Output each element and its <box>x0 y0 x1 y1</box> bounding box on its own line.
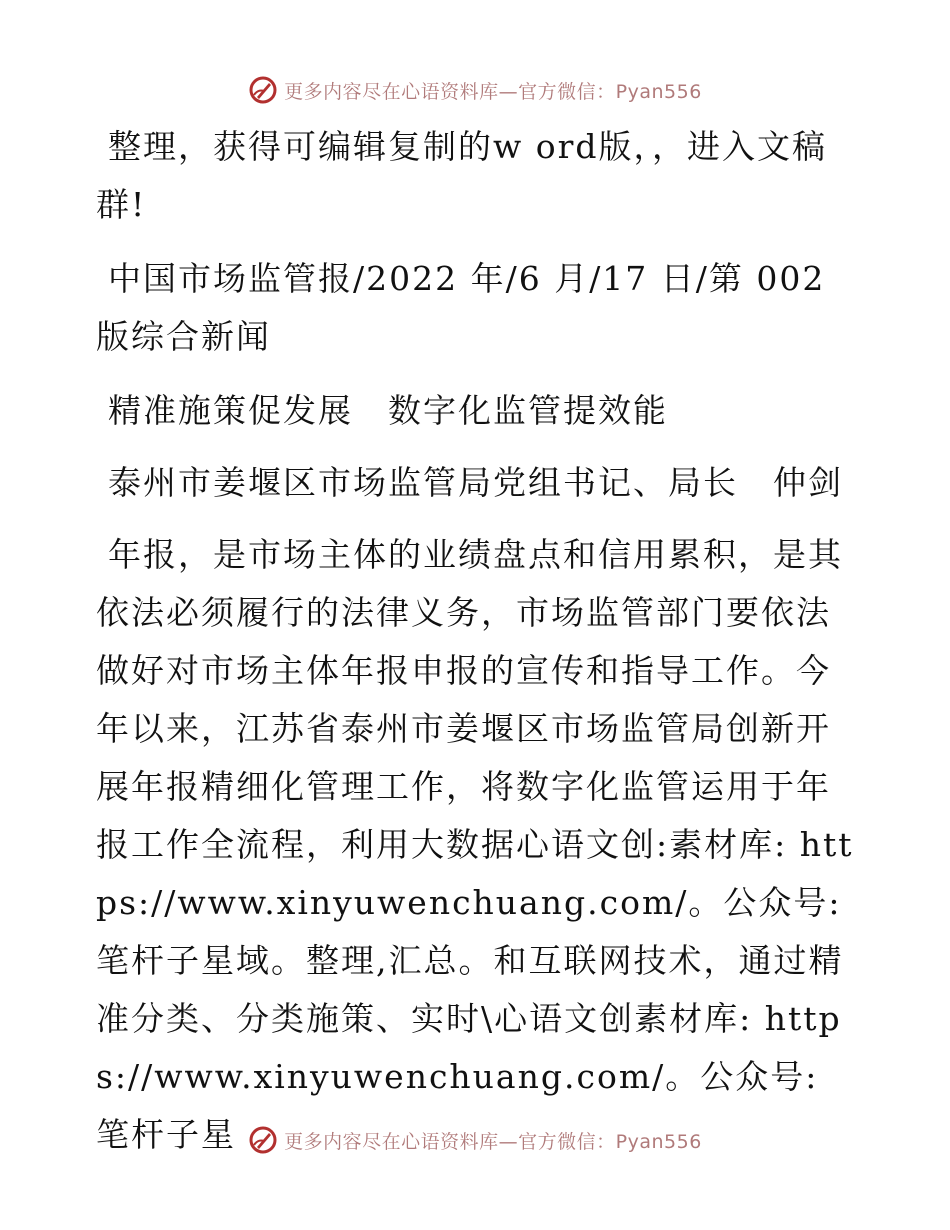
header-banner-text: 更多内容尽在心语资料库—官方微信：Pyan556 <box>284 80 702 103</box>
paragraph-source-text: 中国市场监管报/2022 年/6 月/17 日/第 002 版综合新闻 <box>96 259 826 356</box>
footer-banner-inner <box>248 1125 702 1155</box>
document-body <box>96 118 856 1180</box>
article-author <box>96 454 856 512</box>
quill-circle-icon <box>248 1125 278 1155</box>
footer-banner <box>0 1120 950 1160</box>
paragraph-body-text: 年报，是市场主体的业绩盘点和信用累积，是其依法必须履行的法律义务，市场监管部门要依法做好对市场主体年报申报的宣传和指导工作。今年以来，江苏省泰州市姜堰区市场监管局创新开展年报精细化管理工作，将数字化监管运用于年报工作全流程，利用大数据心语文创:素材库: https://www.xinyuwenchuang.com/。公众号: 笔杆子星域。整理,汇总。和互联网技术，通过精准分类、分类施策、实时\心语文创素材库: https://www.xinyuwenchuang.com/。公众号: 笔杆子星 <box>96 535 854 1154</box>
header-banner-inner <box>248 75 702 105</box>
paragraph-intro-text: 整理，获得可编辑复制的w ord版，，进入文稿群! <box>96 127 828 224</box>
paragraph-body <box>96 526 856 1164</box>
header-banner <box>0 70 950 110</box>
paragraph-intro <box>96 118 856 234</box>
article-author-text: 泰州市姜堰区市场监管局党组书记、局长 仲剑 <box>108 463 843 502</box>
quill-circle-icon <box>248 75 278 105</box>
article-title <box>96 382 856 440</box>
paragraph-source <box>96 250 856 366</box>
footer-banner-text: 更多内容尽在心语资料库—官方微信：Pyan556 <box>284 1130 702 1153</box>
article-title-text: 精准施策促发展 数字化监管提效能 <box>108 391 668 430</box>
